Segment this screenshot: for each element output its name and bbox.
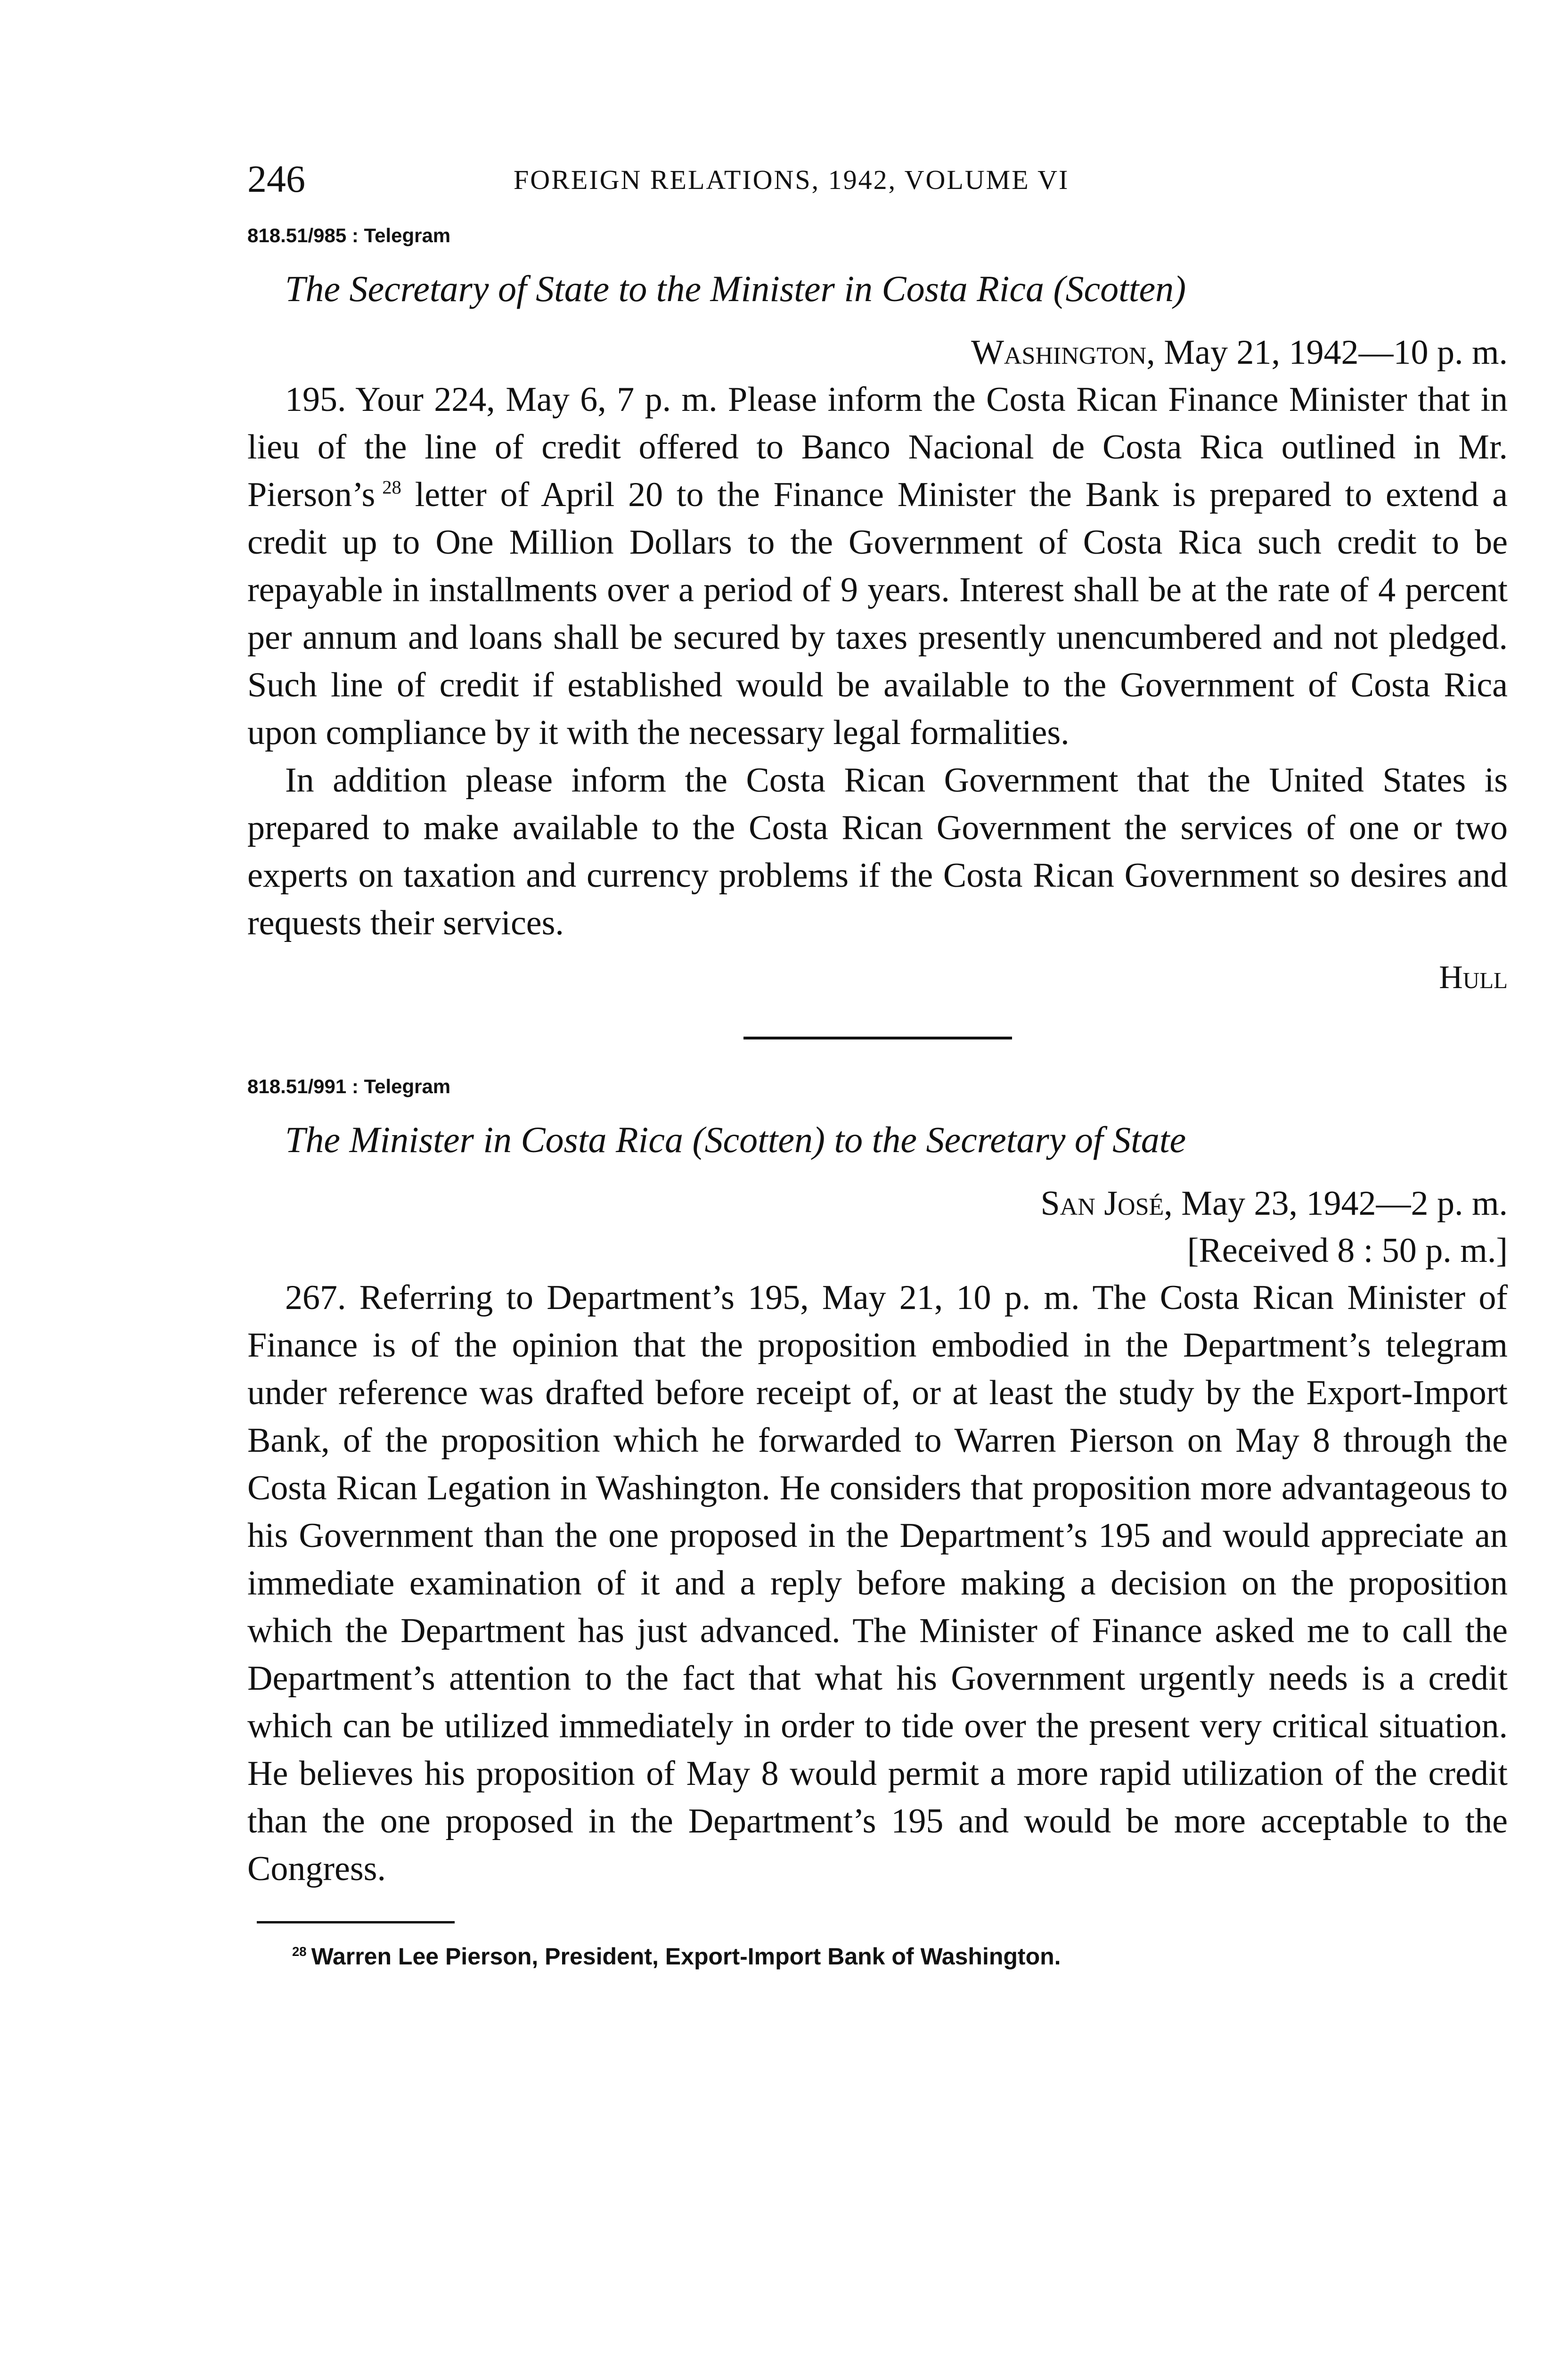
body-paragraph [247,376,1508,757]
document-1 [247,221,1508,1004]
body-paragraph: 267. Referring to Department’s 195, May 21, 10 p. m. The Costa Rican Minister of Finance is of the opinion that the proposition embodied in the Department’s telegram under reference was drafted before receipt of, or at least the study by the Export-Import Bank, of the proposition which he forwarded to Warren Pierson on May 8 through the Costa Rican Legation in Washington. He considers that proposition more advantageous to his Government than the one proposed in the Department’s 195 and would appreciate an immediate examination of it and a reply before making a decision on the proposition which the Department has just advanced. The Minister of Finance asked me to call the Department’s attention to the fact that what his Government urgently needs is a credit which can be utilized immediately in order to tide over the present very critical situation. He believes his proposition of May 8 would permit a more rapid utilization of the credit than the one proposed in the Department’s 195 and would be more acceptable to the Congress. [247,1278,1508,1888]
document-title: The Secretary of State to the Minister in Costa Rica (Scotten) [285,268,1186,309]
dateline-date: May 21, 1942—10 p. m. [1164,333,1508,372]
dateline-place: Washington, [971,333,1155,372]
page-number: 246 [247,157,305,200]
footnote-text: Warren Lee Pierson, President, Export-Import Bank of Washington. [311,1943,1061,1970]
running-head: FOREIGN RELATIONS, 1942, VOLUME VI [514,164,1070,195]
dateline [247,329,1508,376]
footnote [292,1940,1508,1973]
document-page [247,155,1508,1973]
paragraph-text: letter of April 20 to the Finance Minister the Bank is prepared to extend a credit up to One Million Dollars to the Government of Costa Rica such credit to be repayable in installments over a period of 9 years. Interest shall be at the rate of 4 percent per annum and loans shall be secured by taxes presently unencumbered and not pledged. Such line of credit if established would be available to the Government of Costa Rica upon compliance by it with the necessary legal formalities. [247,475,1508,752]
file-reference: 818.51/991 : Telegram [247,1075,451,1097]
dateline-place: San José, [1040,1184,1173,1223]
document-title: The Minister in Costa Rica (Scotten) to the Secretary of State [285,1119,1186,1160]
document-2 [247,1072,1508,1893]
signature: Hull [1439,959,1508,996]
page-header [247,155,1508,207]
body-paragraph: In addition please inform the Costa Rican Government that the United States is prepared to make available to the Costa Rican Government the services of one or two experts on taxation and currency problems if the Costa Rican Government so desires and requests their services. [247,761,1508,942]
section-divider [743,1037,1012,1039]
received-note: [Received 8 : 50 p. m.] [1187,1231,1508,1270]
paragraph-text: 195. Your 224, May 6, 7 p. m. Please inform the Costa Rican Finance Minister that in lieu of the line of credit offered to Banco Nacional de Costa Rica outlined in Mr. Pierson’s [247,380,1508,514]
dateline [247,1180,1508,1227]
footnote-reference: 28 [382,476,401,498]
dateline-date: May 23, 1942—2 p. m. [1181,1184,1508,1223]
file-reference: 818.51/985 : Telegram [247,224,451,246]
footnote-marker: 28 [292,1944,307,1959]
footnote-divider [257,1921,455,1923]
